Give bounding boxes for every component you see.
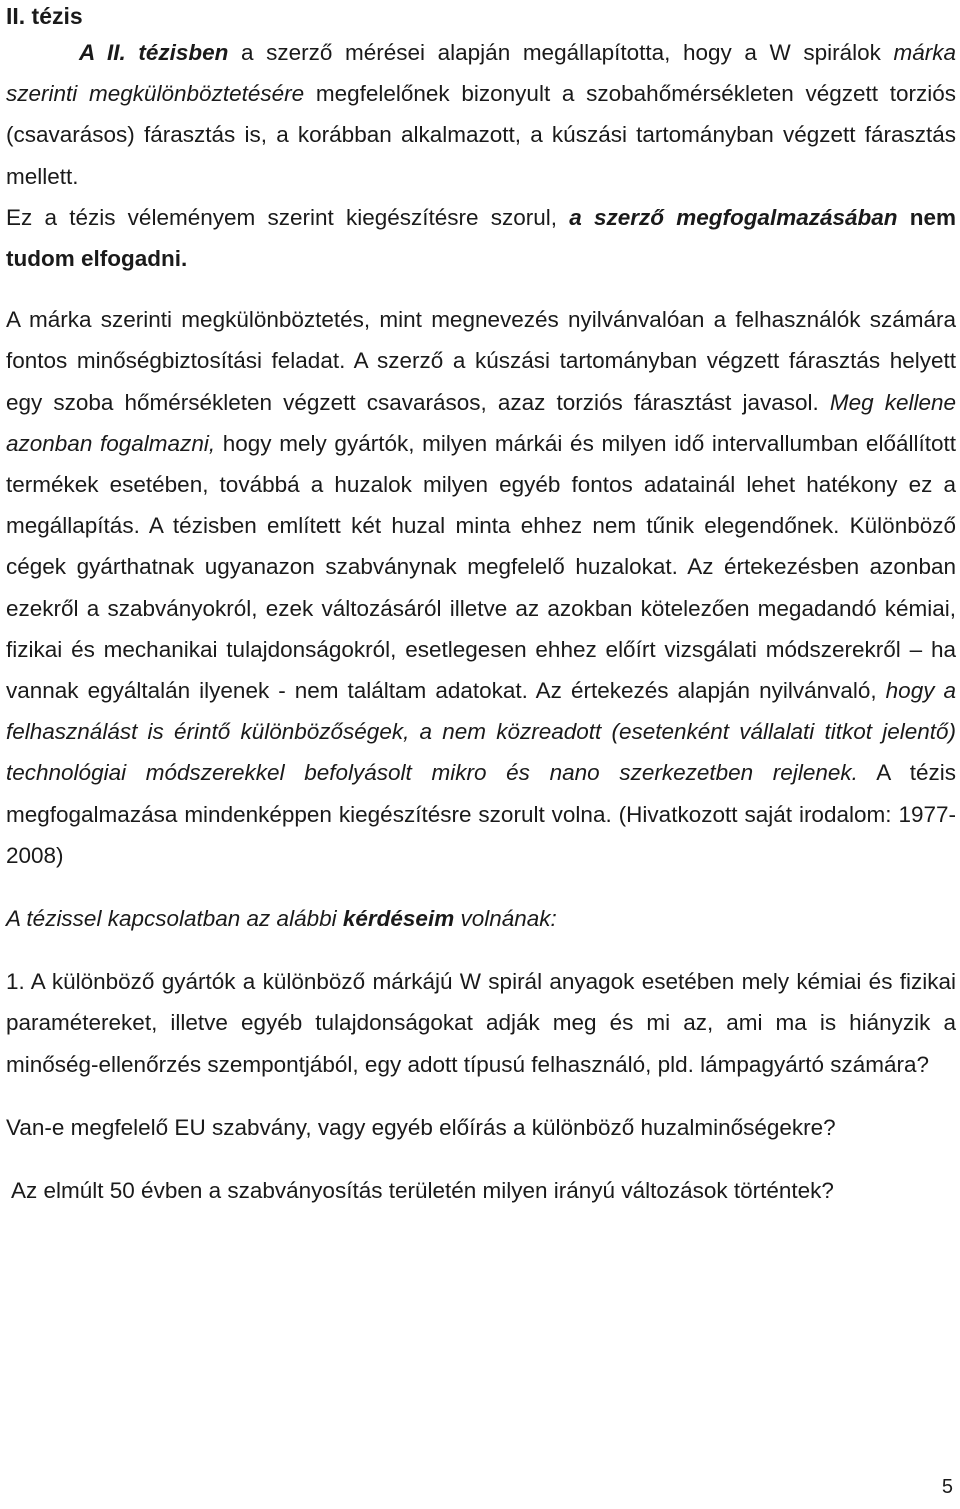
paragraph-text: megfelelőnek bizonyult a szobahőmérsékleten végzett torziós (csavarásos) fárasztás is, a korábban alkalmazott, a kúszási tartományban végzett fárasztás mellett. [6,81,957,189]
paragraph-text: a szerző mérései alapján megállapította, hogy a W spirálok [228,40,894,65]
questions-keyword: kérdéseim [342,906,455,932]
paragraph-text: Ez a tézis véleményem szerint kiegészítésre szorul, [6,204,570,230]
paragraph-text: hogy mely gyártók, milyen márkái és milyen idő intervallumban előállított termékek esetében, továbbá a huzalok milyen egyéb fontos adatainál lehet hatékony ez a megállapítás. A tézisben említett két huzal minta ehhez nem tűnik elegendőnek. Különböző cégek gyárthatnak ugyanazon szabványnak megfelelő huzalokat. Az értekezésben azonban ezekről a szabványokról, ezek változásáról illetve az azokban kötelezően megadandó kémiai, fizikai és mechanikai tulajdonságokról, esetlegesen ehhez előírt vizsgálati módszerekről – ha vannak egyáltalán ilyenek - nem találtam adatokat. Az értekezés alapján nyilvánvaló, [6,430,956,704]
paragraph-text: A tézis megfogalmazása mindenképpen kiegészítésre szorult volna. (Hivatkozott saját irodalom: 1977-2008) [6,760,956,868]
section-heading: II. tézis [6,3,83,29]
opinion-paragraph [6,197,956,279]
questions-intro-text: A tézissel kapcsolatban az alábbi [6,906,343,932]
paragraph-text: A márka szerinti megkülönböztetés, mint megnevezés nyilvánvalóan a felhasználók számára fontos minőségbiztosítási feladat. A szerző a kúszási tartományban végzett fárasztás helyett egy szoba hőmérsékleten végzett csavarásos, azaz torziós fárasztást javasol. [6,307,956,415]
lead-italic: tézisben [138,40,229,65]
paragraph-italic: hogy a felhasználást is érintő különbözőségek, a nem közreadott (esetenként vállalati titkot jelentő) technológiai módszerekkel befolyásolt mikro és nano szerkezetben rejlenek. [6,678,956,786]
paragraph-italic: Meg kellene azonban fogalmazni, [6,389,956,456]
paragraph-italic: márka szerinti megkülönböztetésére [6,40,957,107]
paragraph-bold: nem tudom elfogadni. [6,204,956,272]
questions-intro-end: volnának: [454,906,557,932]
questions-intro [6,898,956,939]
discussion-paragraph [6,299,956,876]
thesis-paragraph [6,32,956,197]
page-number: 5 [941,1476,953,1498]
question-2: Van-e megfelelő EU szabvány, vagy egyéb előírás a különböző huzalminőségekre? [6,1114,836,1140]
question-1: 1. A különböző gyártók a különböző márkájú W spirál anyagok esetében mely kémiai és fizikai paramétereket, illetve egyéb tulajdonságokat adják meg és mi az, ami ma is hiányzik a minőség-ellenőrzés szempontjából, egy adott típusú felhasználó, pld. lámpagyártó számára? [6,969,956,1077]
question-3: Az elmúlt 50 évben a szabványosítás területén milyen irányú változások történtek? [11,1178,834,1204]
document-page [6,0,956,1211]
paragraph-bold-italic: a szerző megfogalmazásában [569,204,898,230]
lead-prefix: A II. [79,40,139,65]
